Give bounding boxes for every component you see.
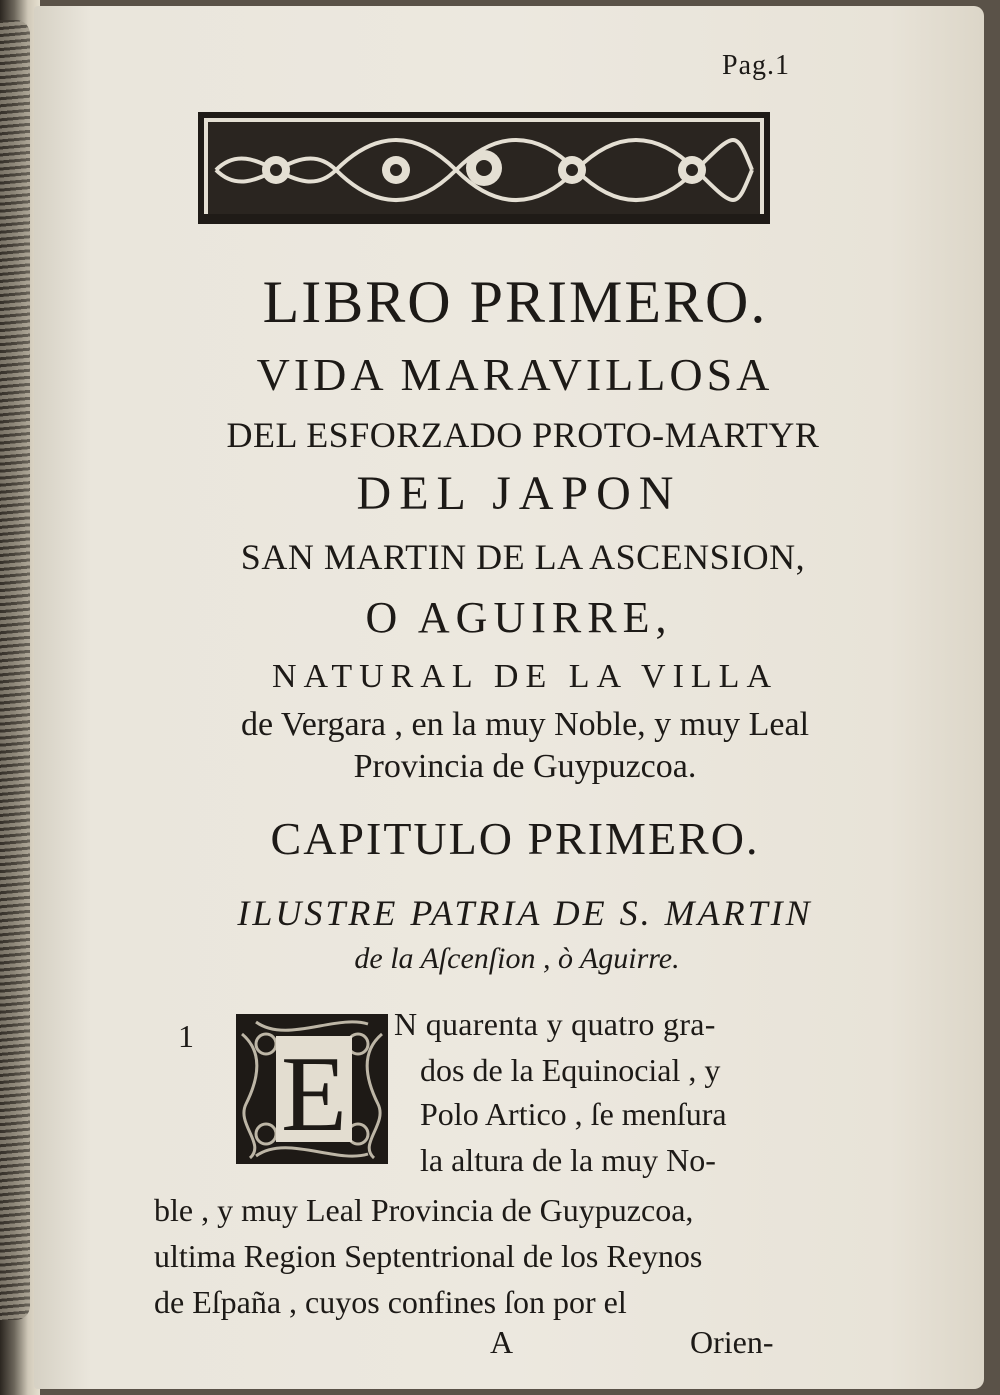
facing-page-engraving <box>0 20 30 1320</box>
body-line-5: ble , y muy Leal Provincia de Guypuzcoa, <box>154 1192 694 1228</box>
body-line-1: N quarenta y quatro gra- <box>394 1006 716 1042</box>
chapter-subtitle-1: ILUSTRE PATRIA DE S. MARTIN <box>237 893 813 933</box>
page-number: Pag.1 <box>722 50 790 81</box>
title-line-5: SAN MARTIN DE LA ASCENSION, <box>240 537 806 577</box>
title-line-4: DEL JAPON <box>356 467 682 520</box>
body-line-6: ultima Region Septentrional de los Reynos <box>154 1238 703 1274</box>
chapter-subtitle-2: de la Aſcenſion , ò Aguirre. <box>354 942 680 975</box>
book-page <box>34 6 984 1389</box>
chapter-heading: CAPITULO PRIMERO. <box>270 813 760 864</box>
paragraph-number: 1 <box>178 1018 194 1054</box>
body-line-2: dos de la Equinocial , y <box>420 1052 721 1088</box>
title-line-7: NATURAL DE LA VILLA <box>271 658 779 695</box>
catchword: Orien- <box>690 1324 774 1360</box>
drop-cap-ornament <box>236 1014 388 1164</box>
title-line-3: DEL ESFORZADO PROTO-MARTYR <box>226 415 820 455</box>
body-line-3: Polo Artico , ſe menſura <box>420 1096 727 1132</box>
book-title: LIBRO PRIMERO. <box>262 269 768 335</box>
body-line-4: la altura de la muy No- <box>420 1142 716 1178</box>
signature-mark: A <box>490 1324 514 1360</box>
title-line-8: de Vergara , en la muy Noble, y muy Leal <box>240 706 810 743</box>
title-line-2: VIDA MARAVILLOSA <box>256 349 774 400</box>
floral-headpiece-ornament <box>196 110 772 226</box>
title-line-6: O AGUIRRE, <box>365 593 673 642</box>
body-line-7: de Eſpaña , cuyos confines ſon por el <box>154 1284 627 1320</box>
drop-cap-letter: E <box>281 1035 347 1154</box>
title-line-9: Provincia de Guypuzcoa. <box>353 748 697 785</box>
